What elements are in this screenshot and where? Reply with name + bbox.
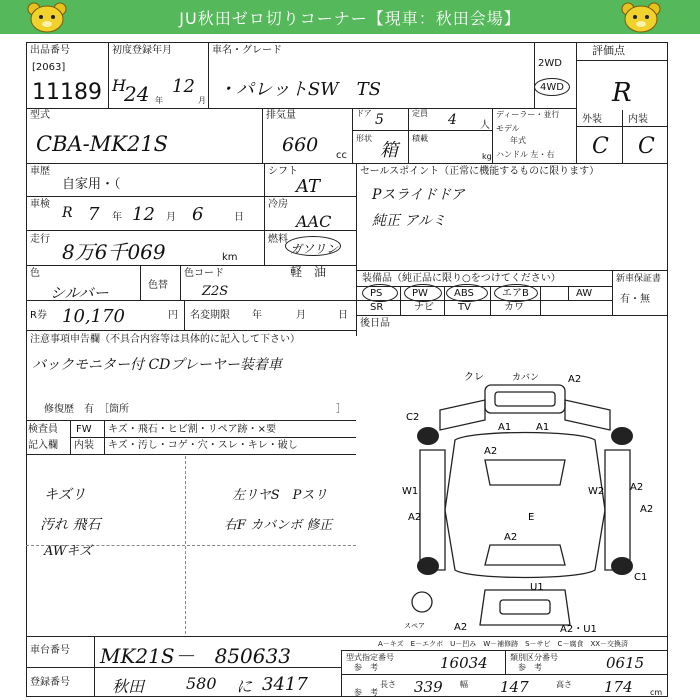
- after-fit-label: 後日品: [360, 318, 390, 329]
- fw-label: FW: [76, 424, 92, 435]
- header-bar: [0, 0, 700, 34]
- wheel-icons: [417, 427, 633, 575]
- checklist-row2: キズ・汚し・コゲ・穴・スレ・キレ・破し: [108, 440, 298, 451]
- model-year-label: モデル: [496, 124, 520, 133]
- equip-ps: PS: [370, 288, 383, 299]
- diag-mark-3: A2: [568, 374, 582, 385]
- diag-mark-5: A1: [498, 422, 512, 433]
- notes-text: バックモニター付 CDプレーヤー装着車: [32, 357, 282, 373]
- remark-right-2: 右F カバンボ 修正: [224, 518, 333, 533]
- diag-mark-7: A2: [484, 446, 498, 457]
- handle-label: ハンドル 左・右: [496, 150, 555, 159]
- equip-sr: SR: [370, 302, 384, 313]
- diag-mark-2: カバン: [512, 373, 540, 383]
- color-value: シルバー: [50, 284, 109, 302]
- shape-label: 形状: [356, 134, 372, 143]
- exterior-grade: C: [592, 134, 609, 159]
- remark-left-3: AWキズ: [44, 544, 92, 559]
- name-change-label: 名変期限: [190, 310, 230, 321]
- recycle-value: 10,170: [62, 306, 125, 327]
- insp-year: 7: [88, 204, 100, 225]
- car-diagram: [400, 370, 655, 635]
- reg-year: 24: [124, 82, 150, 106]
- insp-era: R: [62, 205, 73, 221]
- warranty-option: 有・無: [620, 294, 650, 305]
- selling-point-1: Pスライドドア: [372, 187, 465, 203]
- page-title: JU秋田ゼロ切りコーナー【現車：秋田会場】: [179, 9, 521, 28]
- selling-label: セールスポイント（正常に機能するものに限ります）: [360, 166, 600, 177]
- notes-label: 注意事項申告欄（不具合内容等は具体的に記入して下さい）: [30, 334, 300, 345]
- record-col-label: 記入欄: [28, 440, 58, 451]
- length-label: 長さ: [380, 680, 396, 689]
- diag-mark-17: A2: [454, 622, 468, 633]
- remark-left-1: キズリ: [44, 487, 86, 503]
- year-mark: 年: [155, 96, 163, 105]
- equipment-label: 装備品（純正品に限り○をつけてください）: [362, 273, 561, 284]
- fuel-label: 燃料: [268, 234, 288, 245]
- yen-unit: 円: [168, 310, 178, 321]
- diag-mark-8: W1: [402, 486, 419, 497]
- insp-month-unit: 月: [166, 212, 176, 223]
- diag-mark-16: C1: [634, 572, 648, 583]
- doors-value: 5: [375, 112, 384, 128]
- km-unit: km: [222, 252, 238, 263]
- category-no-value: 0615: [606, 654, 645, 672]
- diesel-option: 軽 油: [290, 265, 327, 279]
- insp-day: 6: [192, 204, 204, 225]
- equip-navi: ナビ: [414, 302, 434, 313]
- remark-right-1: 左リヤS Pスリ: [232, 488, 328, 503]
- cooling-value: AAC: [296, 212, 332, 231]
- reg-class: 580: [186, 674, 217, 693]
- rating-score: R: [612, 78, 632, 108]
- color-change-label: 色替: [148, 280, 168, 291]
- width-value: 147: [500, 678, 529, 696]
- usage-label: 車歴: [30, 166, 50, 177]
- spare-label: スペア: [404, 622, 425, 630]
- check-col-label: 検査員: [28, 424, 58, 435]
- height-value: 174: [604, 678, 633, 696]
- nen-label: 年式: [510, 136, 526, 145]
- interior-label: 内装: [628, 114, 648, 125]
- mileage-value: 8万6千069: [62, 240, 166, 264]
- insp-month: 12: [132, 204, 155, 225]
- reg-number: 3417: [262, 674, 308, 695]
- rating-label: 評価点: [592, 44, 625, 57]
- shift-value: AT: [296, 176, 321, 197]
- dims-ref-label: 参 考: [354, 688, 378, 697]
- lot-code: [2063]: [32, 62, 66, 73]
- diag-mark-4: C2: [406, 412, 420, 423]
- reg-region: 秋田: [112, 677, 145, 696]
- nc-month: 月: [296, 310, 306, 321]
- ps-circle: [362, 284, 398, 302]
- height-label: 高さ: [556, 680, 572, 689]
- insp-day-unit: 日: [234, 212, 244, 223]
- naisou-label: 内装: [74, 440, 94, 451]
- fuel-value: ガソリン: [290, 242, 339, 256]
- selling-point-2: 純正 アルミ: [372, 213, 446, 229]
- category-label: 類別区分番号: [510, 653, 558, 662]
- remark-left-2: 汚れ 飛石: [40, 517, 101, 533]
- equip-aw: AW: [576, 288, 593, 299]
- capacity-value: 4: [448, 112, 457, 128]
- equip-tv: TV: [458, 302, 471, 313]
- reg-era: H: [112, 76, 126, 95]
- cooling-label: 冷房: [268, 199, 288, 210]
- first-reg-label: 初度登録年月: [112, 45, 172, 56]
- car-outline-icon: [420, 385, 630, 625]
- diag-mark-10: E: [528, 512, 535, 523]
- 2wd-label: 2WD: [538, 58, 562, 69]
- cm-unit: cm: [650, 688, 663, 697]
- diag-mark-12: A2: [630, 482, 644, 493]
- mileage-label: 走行: [30, 234, 50, 245]
- persons-unit: 人: [480, 120, 490, 131]
- doors-label: ドア: [356, 109, 372, 118]
- type-ref-label: 参 考: [354, 663, 378, 672]
- inspection-label: 車検: [30, 199, 50, 210]
- damage-legend: A－キズ E－エクボ U－凹み W－補修跡 S－サビ C－腐食 XX－交換済: [378, 640, 629, 648]
- kg-unit: kg: [482, 152, 492, 161]
- length-value: 339: [414, 678, 443, 696]
- spare-tire-icon: [412, 592, 432, 612]
- lot-no-label: 出品番号: [30, 45, 70, 56]
- interior-grade: C: [638, 134, 655, 159]
- repair-label: 修復歴 有 ［箇所: [44, 404, 129, 415]
- chassis-value: MK21S－ 850633: [100, 644, 291, 668]
- nc-year: 年: [252, 310, 262, 321]
- reg-kana: に: [236, 677, 253, 696]
- nc-day: 日: [338, 310, 348, 321]
- model-code: CBA-MK21S: [36, 132, 169, 156]
- shift-label: シフト: [268, 166, 298, 177]
- exterior-label: 外装: [582, 114, 602, 125]
- insp-year-unit: 年: [112, 212, 122, 223]
- repair-end: ］: [336, 404, 346, 415]
- reg-no-label: 登録番号: [30, 677, 70, 688]
- airbag-circle: [494, 284, 538, 302]
- diag-mark-11: W2: [588, 486, 605, 497]
- abs-circle: [446, 284, 488, 302]
- shape-value: 箱: [380, 140, 398, 161]
- usage-value: 自家用・（: [62, 177, 121, 192]
- fuel-circle: [285, 236, 341, 256]
- type-no-value: 16034: [440, 654, 488, 672]
- diag-mark-15: U1: [530, 582, 544, 593]
- cc-unit: cc: [336, 150, 347, 161]
- new-warranty-label: 新車保証書: [616, 274, 662, 284]
- color-code-value: Z2S: [202, 284, 229, 299]
- color-code-label: 色コード: [184, 268, 224, 279]
- chassis-label: 車台番号: [30, 645, 70, 656]
- type-designation-label: 型式指定番号: [346, 653, 394, 662]
- diag-mark-1: クレ: [464, 372, 484, 383]
- equip-airbag: エアB: [502, 288, 529, 299]
- 4wd-circle: [534, 78, 570, 96]
- lot-number: 11189: [32, 80, 102, 105]
- 4wd-label: 4WD: [540, 82, 564, 93]
- car-name: ・パレットSW TS: [218, 79, 381, 100]
- pw-circle: [404, 284, 442, 302]
- car-name-label: 車名・グレード: [212, 45, 282, 56]
- color-label: 色: [30, 268, 40, 279]
- load-label: 積載: [412, 134, 428, 143]
- diag-mark-18: A2・U1: [560, 624, 597, 635]
- bear-mascot-icon: [620, 1, 662, 33]
- diag-mark-14: A2: [504, 532, 518, 543]
- category-ref-label: 参 考: [518, 663, 542, 672]
- capacity-label: 定員: [412, 109, 428, 118]
- model-label: 型式: [30, 110, 50, 121]
- reg-month: 12: [172, 76, 195, 97]
- diag-mark-13: A2: [640, 504, 654, 515]
- dealer-label: ディーラー・並行: [496, 110, 560, 119]
- diag-mark-9: A2: [408, 512, 422, 523]
- equip-abs: ABS: [454, 288, 474, 299]
- diag-mark-6: A1: [536, 422, 550, 433]
- checklist-row1: キズ・飛石・ヒビ割・リペア跡・×要: [108, 424, 276, 435]
- displacement-value: 660: [282, 134, 319, 156]
- recycle-label: R券: [30, 310, 47, 321]
- width-label: 幅: [460, 680, 468, 689]
- equip-leather: カワ: [504, 302, 524, 313]
- equip-pw: PW: [412, 288, 428, 299]
- month-mark: 月: [198, 96, 206, 105]
- displacement-label: 排気量: [266, 110, 296, 121]
